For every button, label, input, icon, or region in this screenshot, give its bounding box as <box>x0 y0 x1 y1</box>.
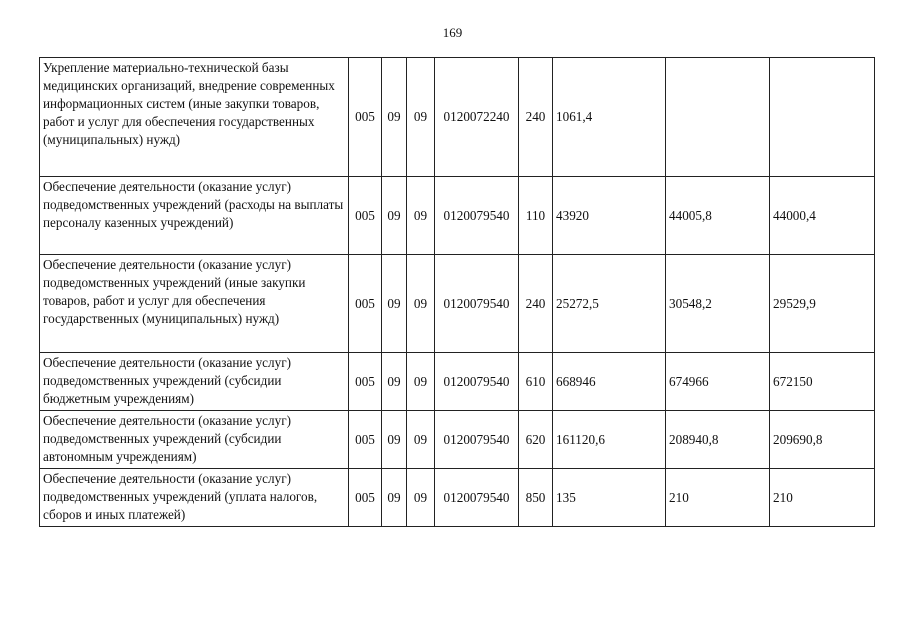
row-description: Обеспечение деятельности (оказание услуг) подведомственных учреждений (субсидии бюджетным учреждениям) <box>40 353 349 411</box>
section-code: 09 <box>382 177 407 255</box>
amount-year3: 44000,4 <box>770 177 875 255</box>
subsection-code: 09 <box>407 469 435 527</box>
row-description: Обеспечение деятельности (оказание услуг) подведомственных учреждений (субсидии автономным учреждениям) <box>40 411 349 469</box>
table-row <box>40 177 875 255</box>
target-code: 0120079540 <box>435 353 519 411</box>
section-code: 09 <box>382 469 407 527</box>
target-code: 0120079540 <box>435 411 519 469</box>
amount-year2: 208940,8 <box>666 411 770 469</box>
amount-year3: 210 <box>770 469 875 527</box>
row-description: Обеспечение деятельности (оказание услуг) подведомственных учреждений (иные закупки товаров, работ и услуг для обеспечения государственных (муниципальных) нужд) <box>40 255 349 353</box>
table-row <box>40 353 875 411</box>
ministry-code: 005 <box>349 411 382 469</box>
ministry-code: 005 <box>349 469 382 527</box>
section-code: 09 <box>382 411 407 469</box>
table-row <box>40 255 875 353</box>
amount-year2 <box>666 58 770 177</box>
subsection-code: 09 <box>407 411 435 469</box>
amount-year2: 30548,2 <box>666 255 770 353</box>
table-row <box>40 469 875 527</box>
expense-type-code: 240 <box>519 255 553 353</box>
subsection-code: 09 <box>407 58 435 177</box>
row-description: Обеспечение деятельности (оказание услуг) подведомственных учреждений (расходы на выплаты персоналу казенных учреждений) <box>40 177 349 255</box>
expense-type-code: 610 <box>519 353 553 411</box>
ministry-code: 005 <box>349 353 382 411</box>
expense-type-code: 850 <box>519 469 553 527</box>
ministry-code: 005 <box>349 58 382 177</box>
amount-year3 <box>770 58 875 177</box>
table-row <box>40 58 875 177</box>
expense-type-code: 240 <box>519 58 553 177</box>
amount-year1: 668946 <box>553 353 666 411</box>
amount-year1: 25272,5 <box>553 255 666 353</box>
section-code: 09 <box>382 58 407 177</box>
amount-year1: 161120,6 <box>553 411 666 469</box>
target-code: 0120072240 <box>435 58 519 177</box>
subsection-code: 09 <box>407 353 435 411</box>
amount-year3: 29529,9 <box>770 255 875 353</box>
subsection-code: 09 <box>407 255 435 353</box>
amount-year1: 43920 <box>553 177 666 255</box>
row-description: Укрепление материально-технической базы медицинских организаций, внедрение современных информационных систем (иные закупки товаров, работ и услуг для обеспечения государственных (муниципальных) нужд) <box>40 58 349 177</box>
amount-year2: 674966 <box>666 353 770 411</box>
target-code: 0120079540 <box>435 177 519 255</box>
ministry-code: 005 <box>349 255 382 353</box>
budget-table <box>39 57 875 527</box>
target-code: 0120079540 <box>435 469 519 527</box>
amount-year3: 672150 <box>770 353 875 411</box>
table-body <box>40 58 875 527</box>
table-row <box>40 411 875 469</box>
expense-type-code: 110 <box>519 177 553 255</box>
amount-year2: 44005,8 <box>666 177 770 255</box>
ministry-code: 005 <box>349 177 382 255</box>
section-code: 09 <box>382 353 407 411</box>
section-code: 09 <box>382 255 407 353</box>
amount-year1: 1061,4 <box>553 58 666 177</box>
page-number: 169 <box>442 25 463 40</box>
amount-year2: 210 <box>666 469 770 527</box>
row-description: Обеспечение деятельности (оказание услуг) подведомственных учреждений (уплата налогов, сборов и иных платежей) <box>40 469 349 527</box>
amount-year3: 209690,8 <box>770 411 875 469</box>
subsection-code: 09 <box>407 177 435 255</box>
expense-type-code: 620 <box>519 411 553 469</box>
amount-year1: 135 <box>553 469 666 527</box>
target-code: 0120079540 <box>435 255 519 353</box>
